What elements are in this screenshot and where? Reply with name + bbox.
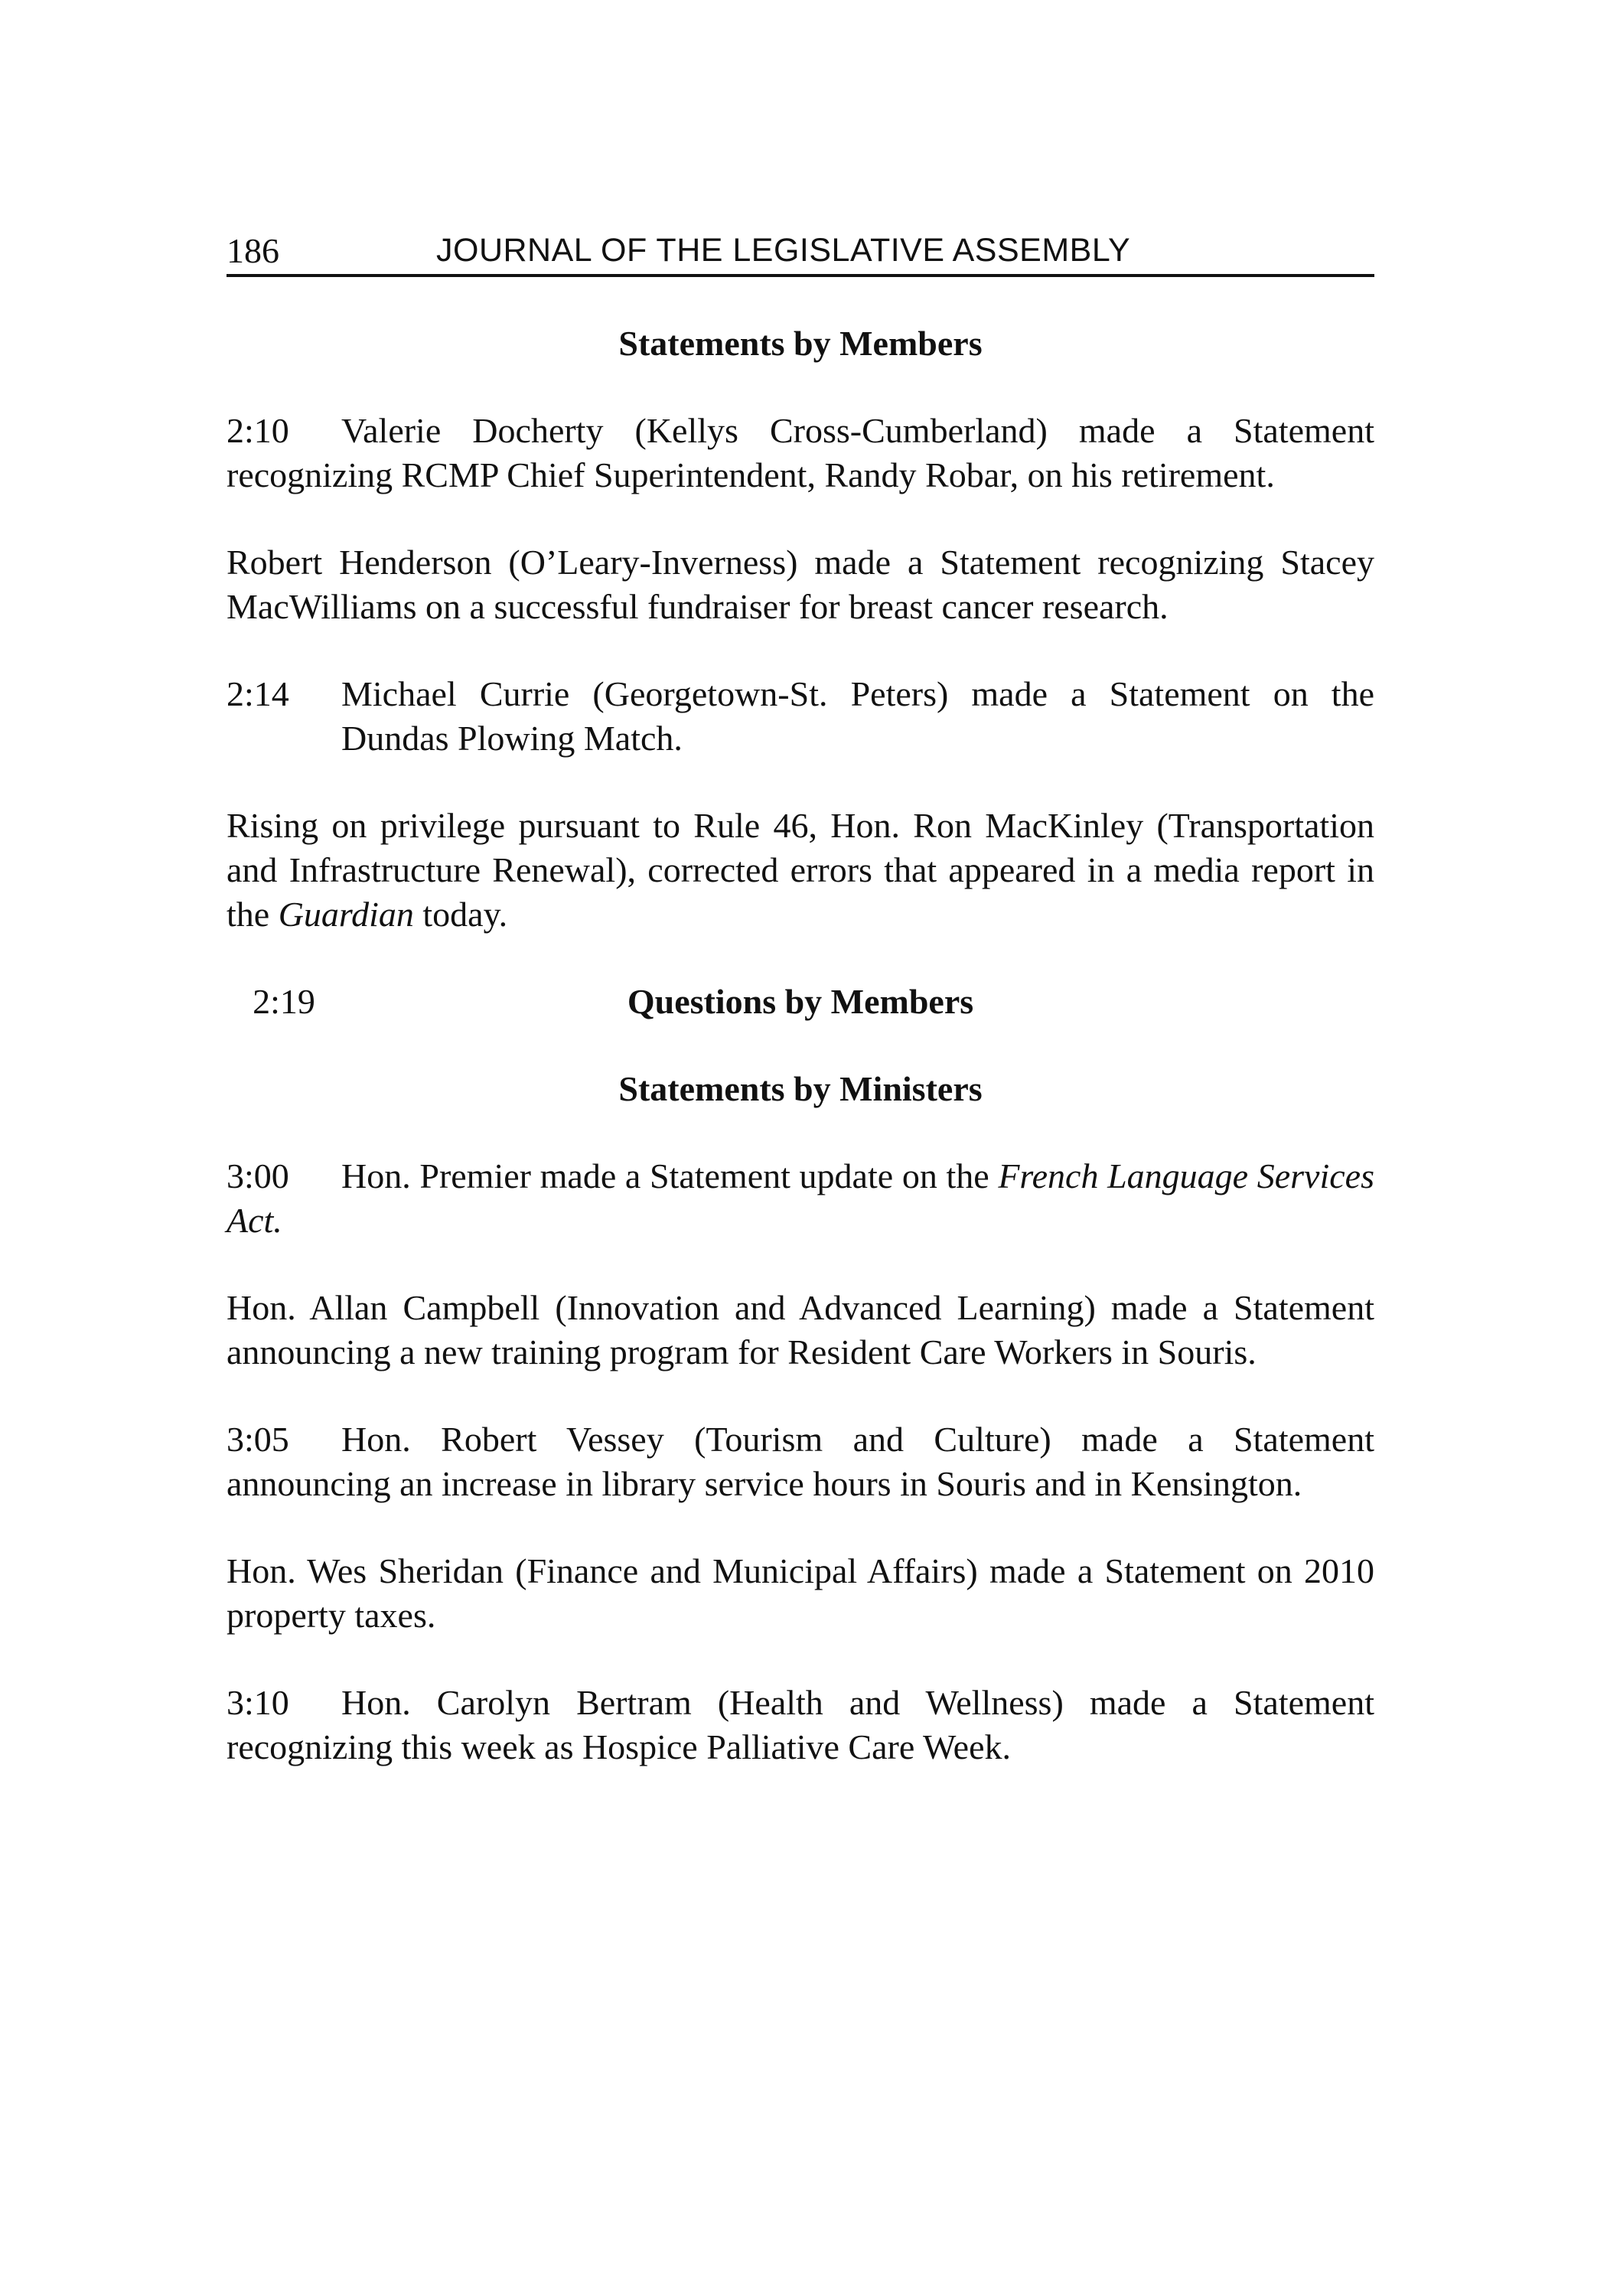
page-header — [227, 223, 1374, 277]
entry-text: Rising on privilege pursuant to Rule 46, Hon. Ron MacKinley (Transportation and Infrastructure Renewal), corrected errors that appeared in a media report in the — [227, 806, 1374, 934]
entry-text-end: today. — [413, 895, 508, 934]
entry-italic-text: Guardian — [278, 895, 414, 934]
entry-time: 3:10 — [227, 1683, 289, 1722]
entry-time: 3:00 — [227, 1156, 289, 1195]
entry-text: Hon. Robert Vessey (Tourism and Culture) made a Statement announcing an increase in library service hours in Souris and in Kensington. — [227, 1420, 1374, 1503]
entry-time: 2:10 — [227, 411, 289, 450]
section-time: 2:19 — [253, 982, 315, 1021]
running-head: JOURNAL OF THE LEGISLATIVE ASSEMBLY — [436, 232, 1131, 269]
entry-mackinley-privilege — [227, 804, 1374, 937]
journal-page — [227, 223, 1374, 1812]
entry-bertram-statement — [227, 1681, 1374, 1769]
entry-text: Hon. Premier made a Statement update on the — [341, 1156, 999, 1195]
entry-docherty-statement — [227, 409, 1374, 497]
section-heading-text: Questions by Members — [627, 982, 974, 1021]
entry-italic-text: French Language Services Act. — [227, 1156, 1374, 1240]
entry-time: 2:14 — [227, 674, 289, 713]
section-heading-questions-by-members — [227, 980, 1374, 1024]
entry-vessey-statement — [227, 1417, 1374, 1506]
entry-campbell-statement: Hon. Allan Campbell (Innovation and Advanced Learning) made a Statement announcing a new training program for Resident Care Workers in Souris. — [227, 1288, 1374, 1371]
section-heading-statements-by-members: Statements by Members — [618, 324, 983, 363]
entry-text: Valerie Docherty (Kellys Cross-Cumberland) made a Statement recognizing RCMP Chief Superintendent, Randy Robar, on his retirement. — [227, 411, 1374, 494]
entry-time: 3:05 — [227, 1420, 289, 1459]
page-number: 186 — [227, 231, 279, 270]
entry-text: Hon. Carolyn Bertram (Health and Wellness) made a Statement recognizing this week as Hospice Palliative Care Week. — [227, 1683, 1374, 1766]
entry-henderson-statement: Robert Henderson (O’Leary-Inverness) made a Statement recognizing Stacey MacWilliams on a successful fundraiser for breast cancer research. — [227, 543, 1374, 626]
entry-currie-statement — [227, 672, 1374, 761]
entry-sheridan-statement: Hon. Wes Sheridan (Finance and Municipal Affairs) made a Statement on 2010 property taxes. — [227, 1551, 1374, 1635]
entry-premier-statement — [227, 1154, 1374, 1243]
section-heading-statements-by-ministers: Statements by Ministers — [618, 1069, 983, 1108]
entry-text: Michael Currie (Georgetown-St. Peters) made a Statement on the Dundas Plowing Match. — [341, 674, 1374, 758]
page-content — [227, 277, 1374, 1769]
